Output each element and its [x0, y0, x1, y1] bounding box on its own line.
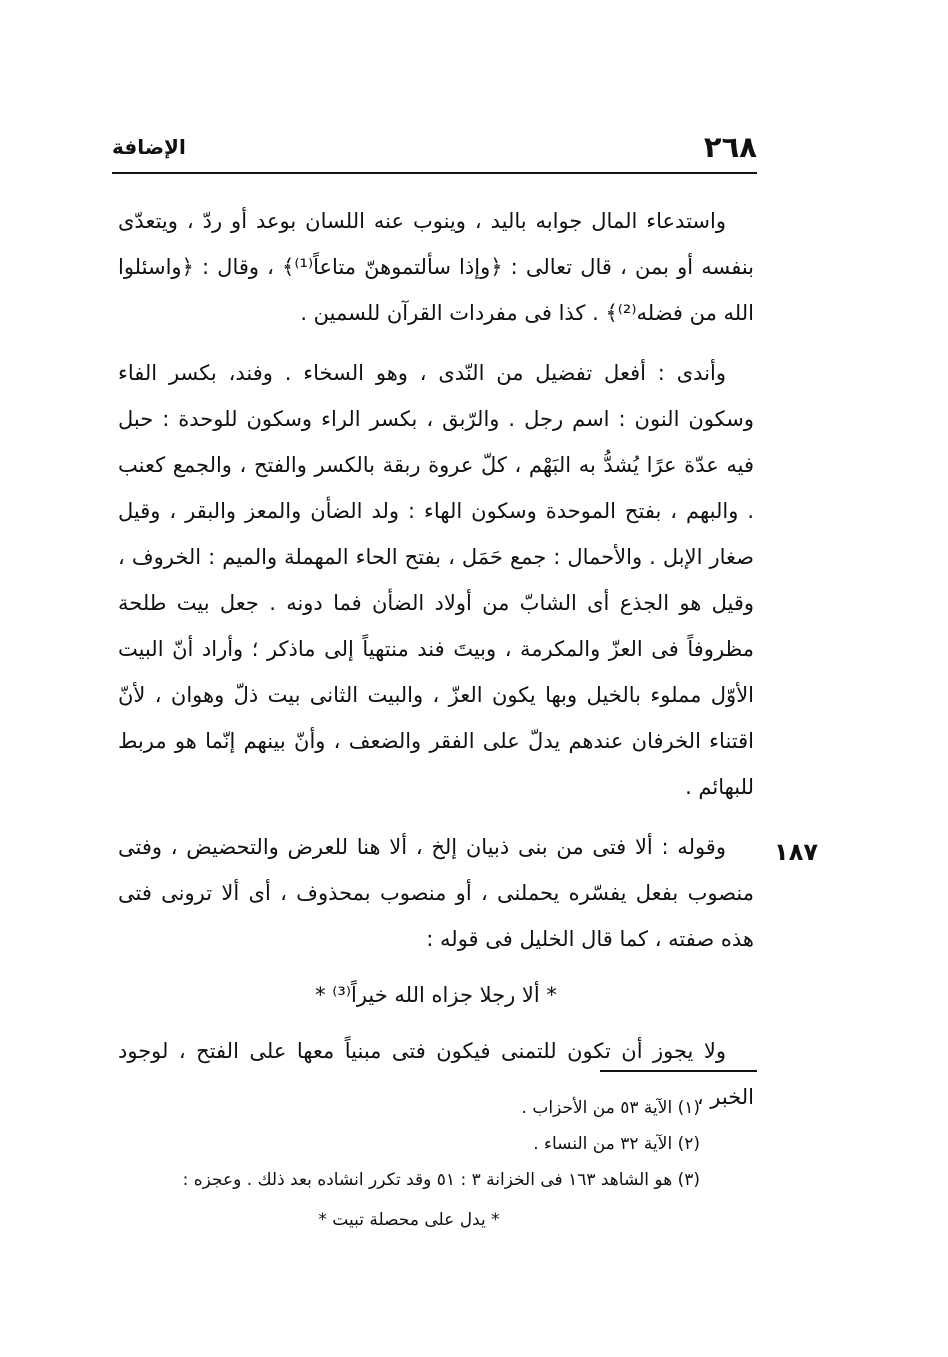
closing-paragraph: ولا يجوز أن تكون للتمنى فيكون فتى مبنياً معها على الفتح ، لوجود الخبر ، — [118, 1039, 754, 1109]
running-title: الإضافة — [112, 135, 186, 159]
quoted-verse: * ألا رجلا جزاه الله خيراً⁽³⁾ * — [315, 983, 557, 1007]
footnote-3-verse: * يدل على محصلة تبيت * — [318, 1210, 500, 1230]
footnote-1: (١) الآية ٥٣ من الأحزاب . — [521, 1098, 700, 1118]
main-text — [118, 198, 754, 1120]
page-header — [112, 122, 757, 172]
paragraph-1: واستدعاء المال جوابه باليد ، وينوب عنه اللسان بوعد أو ردّ ، ويتعدّى بنفسه أو بمن ، قال تعالى : ﴿وإذا سألتموهنّ متاعاً⁽¹⁾﴾ ، وقال : ﴿واسئلوا الله من فضله⁽²⁾﴾ . كذا فى مفردات القرآن للسمين . — [118, 209, 755, 325]
page-number: ٢٦٨ — [703, 130, 757, 164]
footnote-2: (٢) الآية ٣٢ من النساء . — [533, 1134, 700, 1154]
margin-number: ١٨٧ — [774, 838, 818, 866]
paragraph-2: وأندى : أفعل تفضيل من النّدى ، وهو السخاء . وفند، بكسر الفاء وسكون النون : اسم رجل . والرّبق ، بكسر الراء وسكون للوحدة : حبل فيه عدّة عرًا يُشدُّ به البَهْم ، كلّ عروة ربقة بالكسر والفتح ، والجمع كعنب . والبهم ، بفتح الموحدة وسكون الهاء : ولد الضأن والمعز والبقر ، وقيل صغار الإبل . والأحمال : جمع حَمَل ، بفتح الحاء المهملة والميم : الخروف ، وقيل هو الجذع أى الشابّ من أولاد الضأن فما دونه . جعل بيت طلحة مظروفاً فى العزّ والمكرمة ، وبيتَ فند منتهياً إلى ماذكر ؛ وأراد أنّ البيت الأوّل مملوء بالخيل وبها يكون العزّ ، والبيت الثانى بيت ذلّ وهوان ، لأنّ اقتناء الخرفان عندهم يدلّ على الفقر والضعف ، وأنّ بينهم إنّما هو مربط للبهائم . — [118, 361, 754, 799]
paragraph-3: وقوله : ألا فتى من بنى ذبيان إلخ ، ألا هنا للعرض والتحضيض ، وفتى منصوب بفعل يفسّره يحملنى ، أو منصوب بمحذوف ، أى ألا ترونى فتى هذه صفته ، كما قال الخليل فى قوله : — [118, 835, 754, 951]
footnotes — [118, 1090, 700, 1238]
footnote-3: (٣) هو الشاهد ١٦٣ فى الخزانة ٣ : ٥١ وقد تكرر انشاده بعد ذلك . وعجزه : — [182, 1170, 700, 1190]
footnote-rule — [600, 1070, 757, 1072]
header-rule — [112, 172, 757, 174]
